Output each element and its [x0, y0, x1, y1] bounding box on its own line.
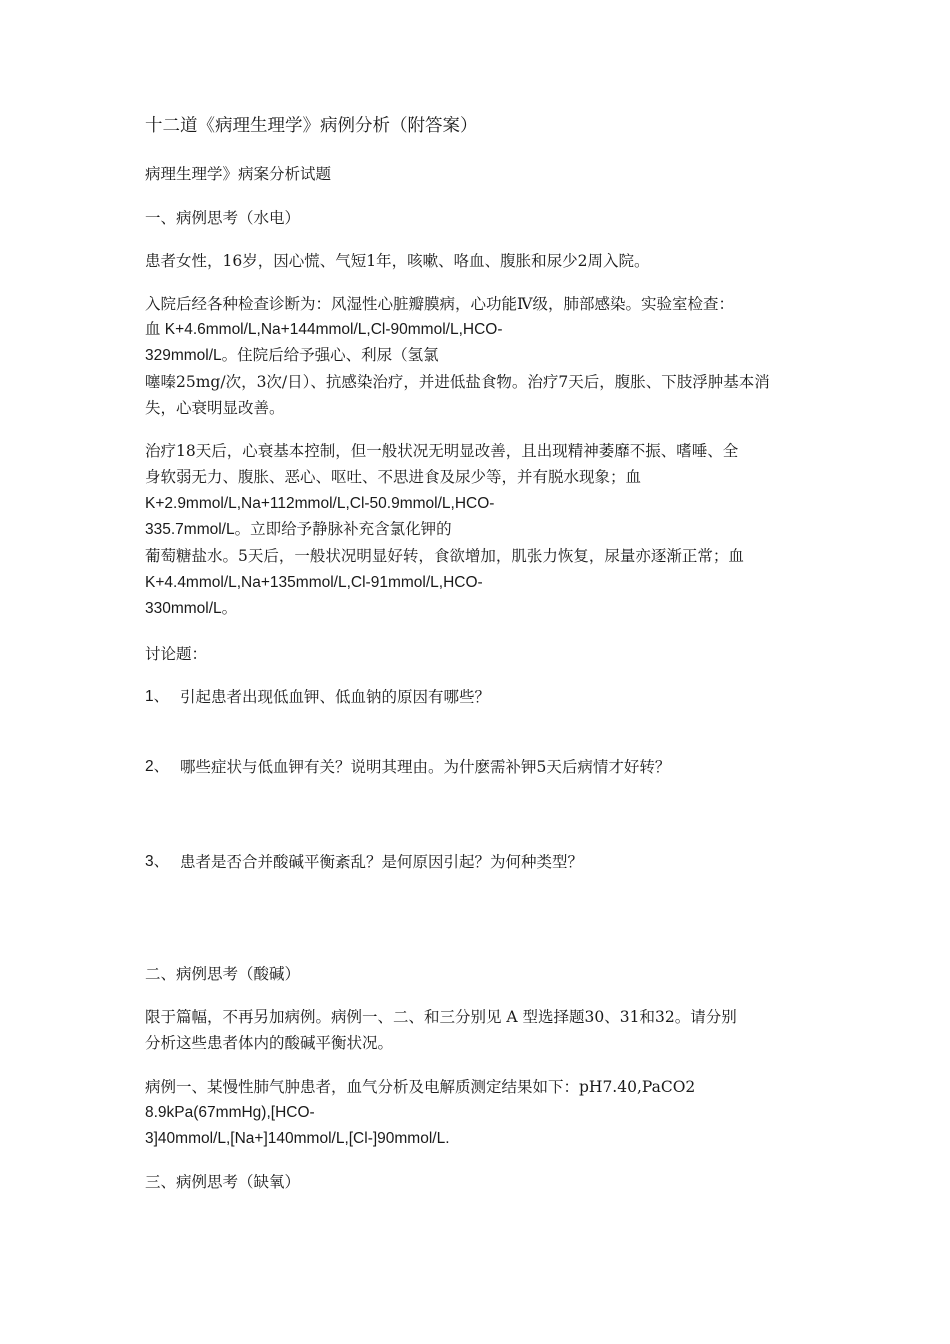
document-title: 十二道《病理生理学》病例分析（附答案） [145, 116, 478, 136]
paragraph-line: 血 K+4.6mmol/L,Na+144mmol/L,Cl-90mmol/L,HCO- [145, 321, 503, 338]
question-number: 3、 [145, 853, 170, 870]
paragraph-line: 葡萄糖盐水。5天后，一般状况明显好转，食欲增加，肌张力恢复，尿量亦逐渐正常；血 [145, 547, 744, 565]
paragraph-line: 失，心衰明显改善。 [145, 399, 285, 417]
paragraph-line: 330mmol/L。 [145, 600, 238, 617]
paragraph-line: 8.9kPa(67mmHg),[HCO- [145, 1104, 315, 1121]
paragraph-line: 噻嗪25mg/次，3次/日）、抗感染治疗，并进低盐食物。治疗7天后，腹胀、下肢浮肿基本消 [145, 373, 770, 391]
paragraph-line: 329mmol/L。住院后给予强心、利尿（氢氯 [145, 347, 439, 364]
section-heading-3: 三、病例思考（缺氧） [145, 1173, 301, 1191]
question-number: 1、 [145, 688, 170, 705]
paragraph-line: 治疗18天后，心衰基本控制，但一般状况无明显改善，且出现精神萎靡不振、嗜唾、全 [145, 442, 739, 460]
paragraph-line: 身软弱无力、腹胀、恶心、呕吐、不思进食及尿少等，并有脱水现象；血 [145, 468, 642, 486]
section-heading-1: 一、病例思考（水电） [145, 209, 301, 227]
paragraph-line: 限于篇幅，不再另加病例。病例一、二、和三分别见 A 型选择题30、31和32。请分别 [145, 1008, 737, 1026]
paragraph-line: 分析这些患者体内的酸碱平衡状况。 [145, 1034, 394, 1052]
paragraph-line: 335.7mmol/L。立即给予静脉补充含氯化钾的 [145, 521, 452, 538]
paragraph-line: 3]40mmol/L,[Na+]140mmol/L,[Cl-]90mmol/L. [145, 1130, 450, 1147]
document-subtitle: 病理生理学》病案分析试题 [145, 165, 332, 183]
question-text: 患者是否合并酸碱平衡紊乱？是何原因引起？为何种类型？ [180, 853, 584, 871]
question-text: 引起患者出现低血钾、低血钠的原因有哪些？ [180, 688, 491, 706]
paragraph-line: K+2.9mmol/L,Na+112mmol/L,Cl-50.9mmol/L,HCO- [145, 495, 495, 512]
question-text: 哪些症状与低血钾有关？说明其理由。为什麽需补钾5天后病情才好转？ [180, 758, 671, 776]
paragraph-line: K+4.4mmol/L,Na+135mmol/L,Cl-91mmol/L,HCO- [145, 574, 483, 591]
case-intro-paragraph: 患者女性，16岁，因心慌、气短1年，咳嗽、咯血、腹胀和尿少2周入院。 [145, 252, 650, 270]
paragraph-line: 病例一、某慢性肺气肿患者，血气分析及电解质测定结果如下：pH7.40,PaCO2 [145, 1078, 696, 1096]
discussion-label: 讨论题： [145, 645, 208, 663]
section-heading-2: 二、病例思考（酸碱） [145, 965, 301, 983]
question-number: 2、 [145, 758, 170, 775]
paragraph-line: 入院后经各种检查诊断为：风湿性心脏瓣膜病，心功能Ⅳ级，肺部感染。实验室检查： [145, 295, 734, 313]
